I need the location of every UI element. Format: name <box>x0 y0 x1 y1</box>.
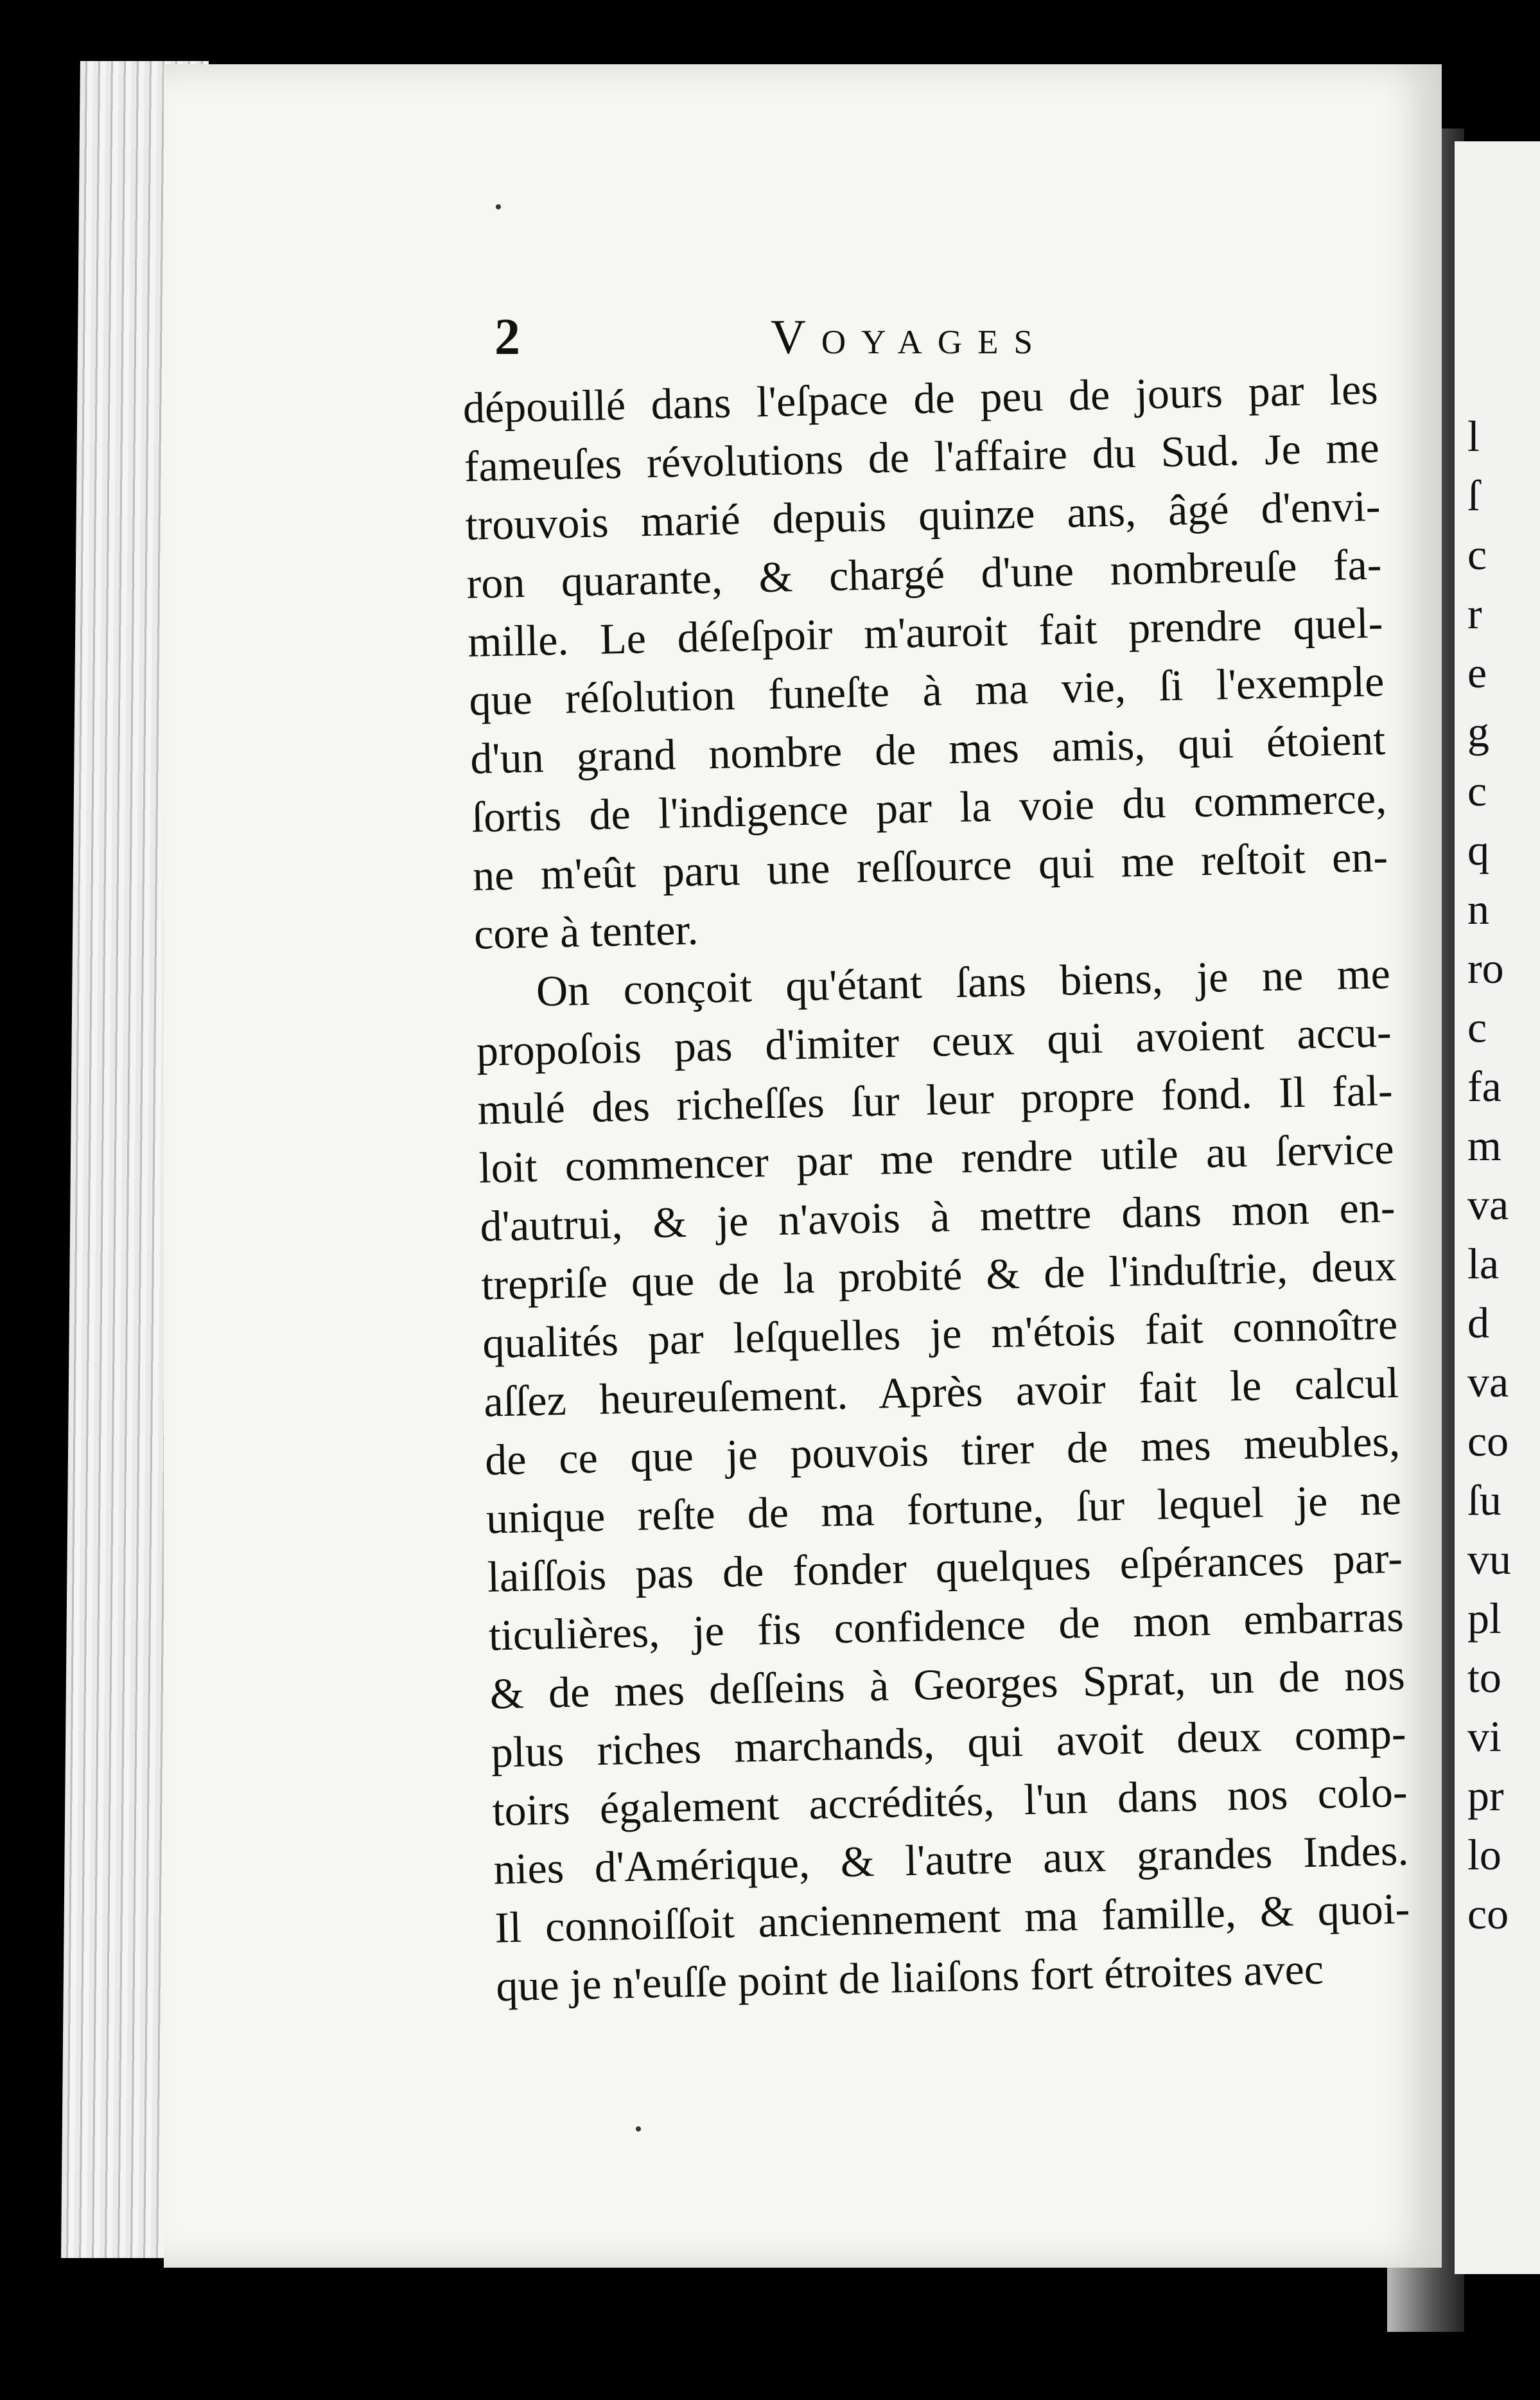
text-line: ne m'eût paru une reſſource qui me reſtoit en- <box>472 831 1388 900</box>
text-line: que réſolution funeſte à ma vie, ſi l'exemple <box>468 657 1385 725</box>
facing-page-fragment: to <box>1467 1653 1501 1702</box>
facing-page-fragment: lo <box>1467 1830 1501 1879</box>
text-line: fameuſes révolutions de l'affaire du Sud. Je me <box>464 423 1380 491</box>
text-line: ſortis de l'indigence par la voie du commerce, <box>471 773 1387 842</box>
speck <box>636 2126 641 2131</box>
facing-page-fragment: c <box>1467 766 1487 815</box>
facing-page-fragment: pr <box>1467 1771 1504 1820</box>
speck <box>496 204 501 209</box>
text-line: loit commencer par me rendre utile au ſervice <box>478 1124 1395 1192</box>
facing-page-fragment: d <box>1467 1298 1489 1347</box>
facing-page-fragment: co <box>1467 1889 1509 1938</box>
paragraph <box>475 944 1412 2015</box>
text-line: aſſez heureuſement. Après avoir fait le calcul <box>483 1357 1399 1426</box>
text-line: d'un grand nombre de mes amis, qui étoient <box>469 715 1386 783</box>
facing-page-fragment: la <box>1467 1239 1500 1288</box>
text-line: qualités par leſquelles je m'étois fait connoître <box>482 1299 1398 1368</box>
facing-page-fragment: e <box>1467 648 1487 697</box>
facing-page-fragment: vi <box>1467 1712 1501 1761</box>
body-text <box>462 360 1412 2015</box>
facing-page-fragment: n <box>1467 885 1489 933</box>
text-line: unique reſte de ma fortune, ſur lequel je ne <box>486 1474 1402 1543</box>
facing-page-fragment: ro <box>1467 944 1504 993</box>
text-line: que je n'euſſe point de liaiſons fort étroites avec <box>495 1944 1324 2011</box>
facing-page-fragment: q <box>1467 825 1489 874</box>
facing-page-fragment: m <box>1467 1121 1501 1170</box>
facing-page-fragment: co <box>1467 1416 1509 1465</box>
text-line: On conçoit qu'étant ſans biens, je ne me <box>536 948 1391 1016</box>
text-line: laiſſois pas de fonder quelques eſpérances par- <box>487 1533 1403 1601</box>
text-line: ticulières, je fis confidence de mon embarras <box>488 1591 1404 1660</box>
page-number: 2 <box>494 309 520 366</box>
facing-page-fragment: ſ <box>1467 471 1480 520</box>
facing-page-fragment: c <box>1467 530 1487 579</box>
text-line: plus riches marchands, qui avoit deux comp- <box>490 1708 1407 1777</box>
facing-page <box>1455 141 1540 2274</box>
facing-page-fragment: va <box>1467 1180 1509 1229</box>
running-title: Voyages <box>771 310 1048 364</box>
text-line: nies d'Amérique, & l'autre aux grandes Indes. <box>493 1825 1410 1894</box>
text-line: Il connoiſſoit anciennement ma famille, & quoi- <box>494 1884 1410 1952</box>
text-line: de ce que je pouvois tirer de mes meubles, <box>484 1416 1401 1485</box>
text-line: d'autrui, & je n'avois à mettre dans mon en- <box>479 1182 1396 1251</box>
text-line: toirs également accrédités, l'un dans nos colo- <box>491 1767 1408 1835</box>
text-line: trouvois marié depuis quinze ans, âgé d'envi- <box>464 481 1381 549</box>
paragraph <box>462 360 1390 964</box>
facing-page-fragment: pl <box>1467 1594 1501 1643</box>
facing-page-fragment: ſu <box>1467 1476 1501 1524</box>
facing-page-fragment: vu <box>1467 1535 1511 1584</box>
text-line: mulé des richeſſes ſur leur propre fond. Il fal- <box>477 1065 1394 1134</box>
facing-page-fragment: va <box>1467 1357 1509 1406</box>
text-line: trepriſe que de la probité & de l'induſtrie, deux <box>480 1240 1397 1309</box>
facing-page-fragment: c <box>1467 1003 1487 1052</box>
facing-page-fragment: r <box>1467 589 1482 638</box>
facing-page-fragment: g <box>1467 707 1489 756</box>
text-line: core à tenter. <box>473 904 699 958</box>
text-line: mille. Le déſeſpoir m'auroit fait prendre quel- <box>467 598 1384 666</box>
text-line: ron quarante, & chargé d'une nombreuſe fa- <box>466 540 1383 608</box>
page-header <box>494 308 1137 373</box>
text-line: & de mes deſſeins à Georges Sprat, un de nos <box>489 1650 1406 1718</box>
facing-page-fragment: l <box>1467 412 1480 461</box>
text-line: propoſois pas d'imiter ceux qui avoient accu- <box>476 1007 1392 1075</box>
text-line: dépouillé dans l'eſpace de peu de jours par les <box>462 364 1379 432</box>
facing-page-fragment: fa <box>1467 1062 1501 1111</box>
